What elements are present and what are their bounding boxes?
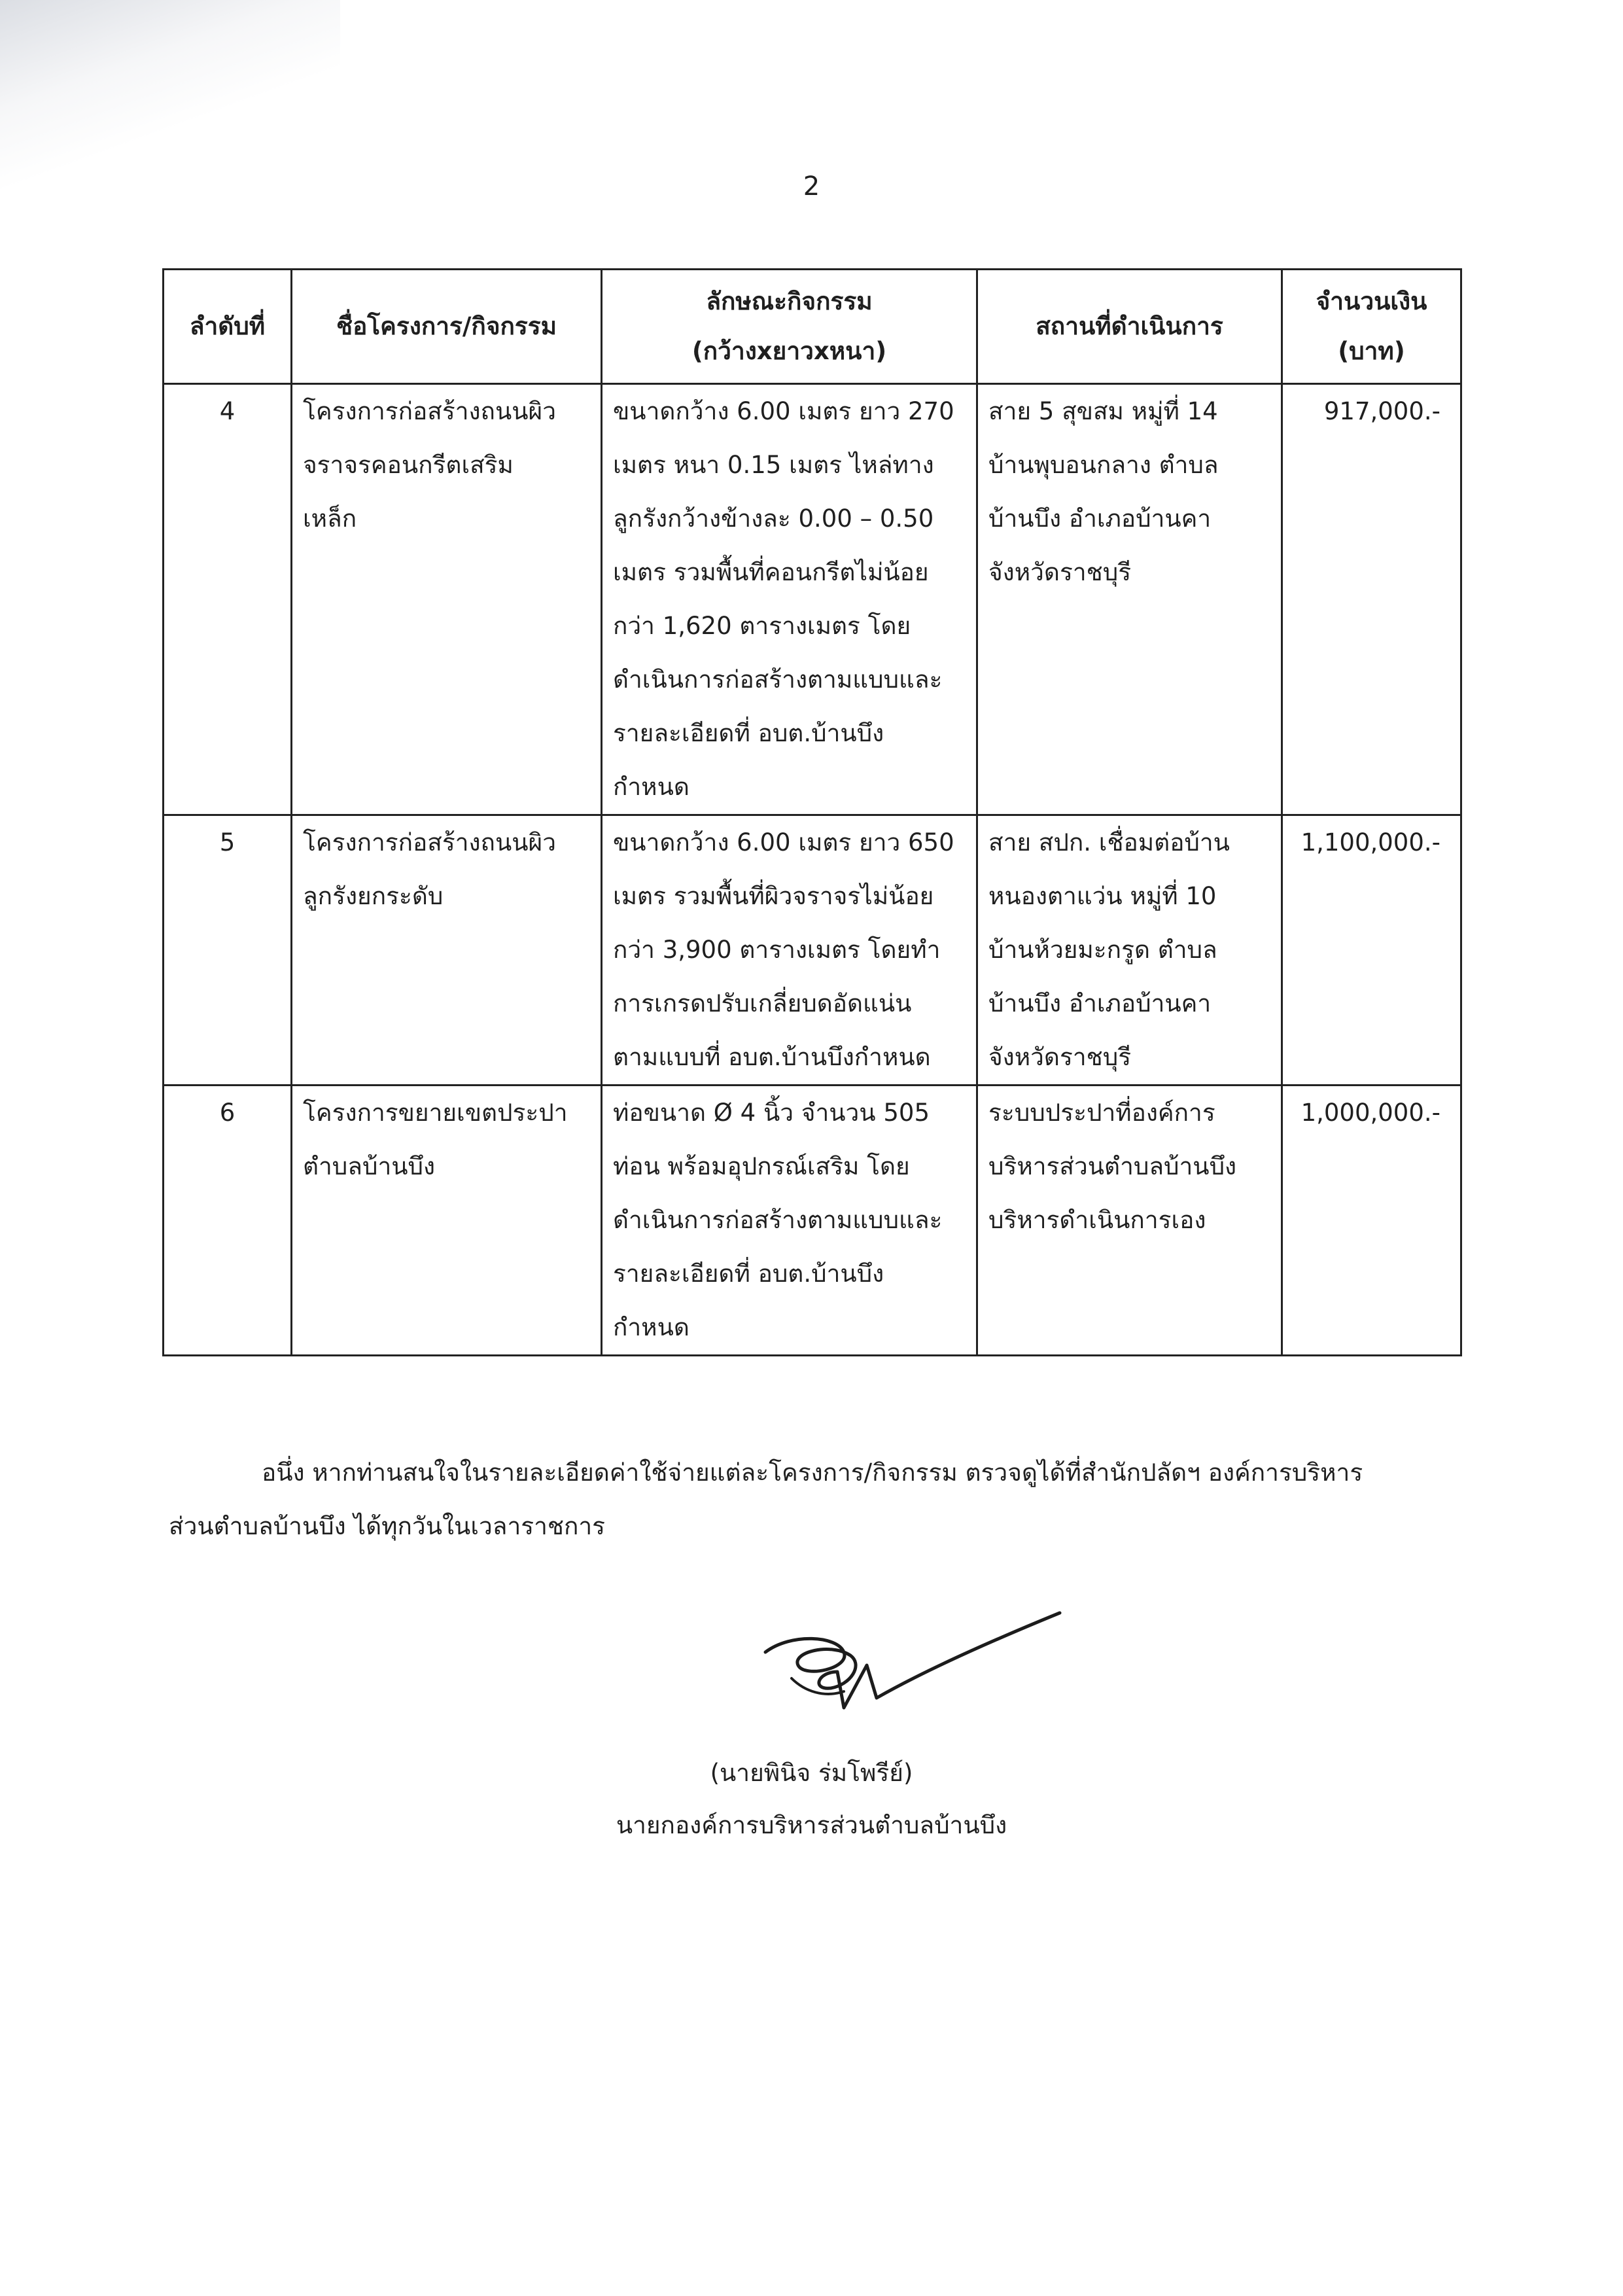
table-header-row bbox=[164, 270, 1461, 384]
signer-name: (นายพินิจ ร่มโพรีย์) bbox=[710, 1759, 913, 1787]
cell-name: โครงการขยายเขตประปา ตำบลบ้านบึง bbox=[292, 1086, 602, 1356]
cell-name: โครงการก่อสร้างถนนผิว ลูกรังยกระดับ bbox=[292, 815, 602, 1086]
signer-title: นายกองค์การบริหารส่วนตำบลบ้านบึง bbox=[616, 1811, 1007, 1839]
cell-location: สาย 5 สุขสม หมู่ที่ 14 บ้านพุบอนกลาง ตำบล บ้านบึง อำเภอบ้านคา จังหวัดราชบุรี bbox=[977, 384, 1282, 815]
projects-table bbox=[162, 268, 1462, 1356]
cell-no: 5 bbox=[164, 815, 292, 1086]
header-no: ลำดับที่ bbox=[164, 270, 292, 384]
table-row bbox=[164, 384, 1461, 815]
closing-line-1: อนึ่ง หากท่านสนใจในรายละเอียดค่าใช้จ่ายแต่ละโครงการ/กิจกรรม ตรวจดูได้ที่สำนักปลัดฯ องค์การบริหาร bbox=[262, 1458, 1363, 1487]
header-location: สถานที่ดำเนินการ bbox=[977, 270, 1282, 384]
header-name: ชื่อโครงการ/กิจกรรม bbox=[292, 270, 602, 384]
cell-activity: ขนาดกว้าง 6.00 เมตร ยาว 650 เมตร รวมพื้นที่ผิวจราจรไม่น้อย กว่า 3,900 ตารางเมตร โดยทำ การเกรดปรับเกลี่ยบดอัดแน่น ตามแบบที่ อบต.บ้านบึงกำหนด bbox=[602, 815, 977, 1086]
page-number: 2 bbox=[803, 171, 820, 202]
table-row bbox=[164, 815, 1461, 1086]
closing-paragraph bbox=[169, 1446, 1451, 1553]
signature-image bbox=[752, 1606, 1066, 1744]
closing-line-2: ส่วนตำบลบ้านบึง ได้ทุกวันในเวลาราชการ bbox=[169, 1512, 606, 1540]
header-activity: ลักษณะกิจกรรม (กว้างxยาวxหนา) bbox=[602, 270, 977, 384]
cell-activity: ขนาดกว้าง 6.00 เมตร ยาว 270 เมตร หนา 0.15 เมตร ไหล่ทาง ลูกรังกว้างข้างละ 0.00 – 0.50 เมตร รวมพื้นที่คอนกรีตไม่น้อย กว่า 1,620 ตารางเมตร โดย ดำเนินการก่อสร้างตามแบบและ รายละเอียดที่ อบต.บ้านบึง กำหนด bbox=[602, 384, 977, 815]
scan-smudge bbox=[0, 0, 340, 196]
cell-amount: 917,000.- bbox=[1282, 384, 1461, 815]
header-amount: จำนวนเงิน (บาท) bbox=[1282, 270, 1461, 384]
cell-no: 6 bbox=[164, 1086, 292, 1356]
cell-location: ระบบประปาที่องค์การ บริหารส่วนตำบลบ้านบึง บริหารดำเนินการเอง bbox=[977, 1086, 1282, 1356]
cell-location: สาย สปก. เชื่อมต่อบ้าน หนองตาแว่น หมู่ที่ 10 บ้านห้วยมะกรูด ตำบล บ้านบึง อำเภอบ้านคา จังหวัดราชบุรี bbox=[977, 815, 1282, 1086]
cell-amount: 1,100,000.- bbox=[1282, 815, 1461, 1086]
table-row bbox=[164, 1086, 1461, 1356]
cell-no: 4 bbox=[164, 384, 292, 815]
cell-name: โครงการก่อสร้างถนนผิว จราจรคอนกรีตเสริม เหล็ก bbox=[292, 384, 602, 815]
cell-amount: 1,000,000.- bbox=[1282, 1086, 1461, 1356]
cell-activity: ท่อขนาด Ø 4 นิ้ว จำนวน 505 ท่อน พร้อมอุปกรณ์เสริม โดย ดำเนินการก่อสร้างตามแบบและ รายละเอียดที่ อบต.บ้านบึง กำหนด bbox=[602, 1086, 977, 1356]
